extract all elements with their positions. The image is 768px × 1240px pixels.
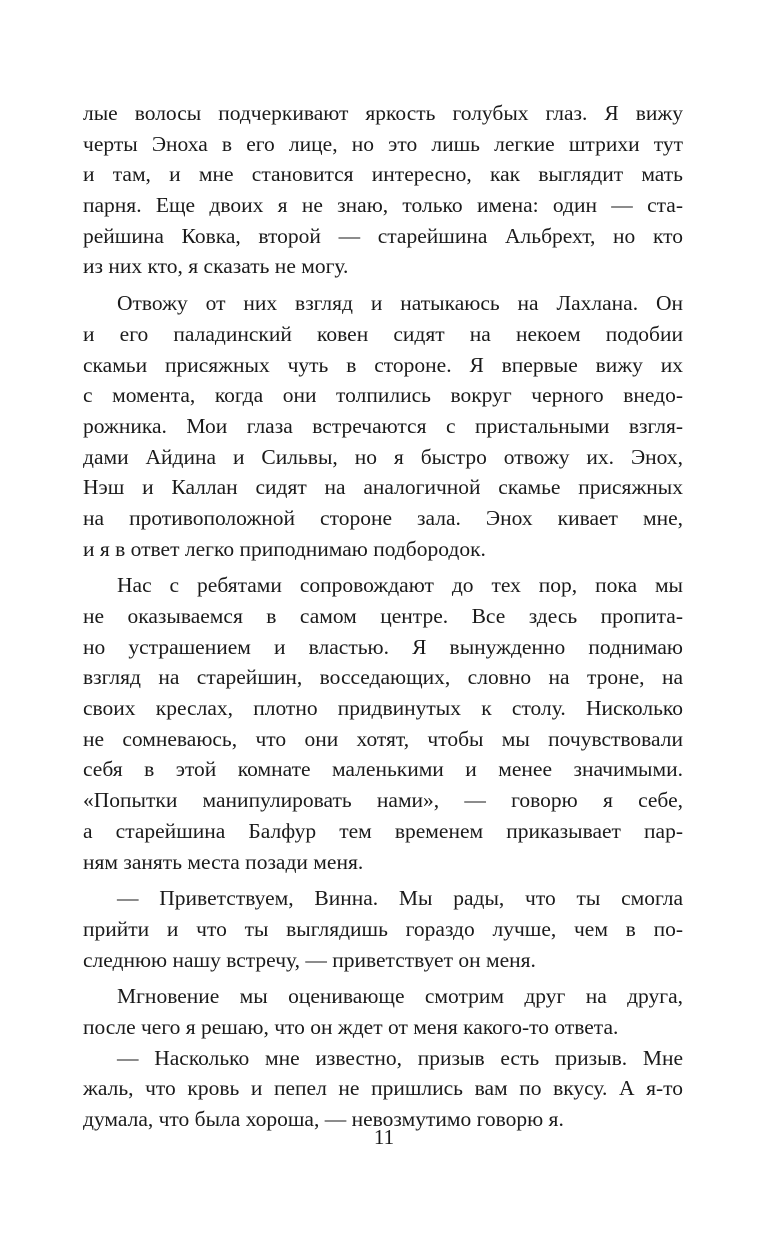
text-line: «Попытки манипулировать нами», — говорю я себе, [83, 788, 683, 813]
text-line: Мгновение мы оценивающе смотрим друг на друга, [117, 984, 683, 1009]
paragraph [83, 98, 683, 282]
text-line: ням занять места позади меня. [83, 849, 364, 874]
page-number: 11 [373, 1125, 395, 1149]
text-line: с момента, когда они толпились вокруг черного внедо- [83, 383, 683, 408]
text-line: своих креслах, плотно придвинутых к столу. Нисколько [83, 696, 683, 721]
text-line: взгляд на старейшин, восседающих, словно на троне, на [83, 665, 683, 690]
text-line: рожника. Мои глаза встречаются с пристальными взгля- [83, 413, 683, 438]
text-line: после чего я решаю, что он ждет от меня какого-то ответа. [83, 1014, 619, 1039]
text-line: а старейшина Балфур тем временем приказывает пар- [83, 818, 683, 843]
text-line: не оказываемся в самом центре. Все здесь пропита- [83, 604, 683, 628]
text-line: прийти и что ты выглядишь гораздо лучше, чем в по- [83, 916, 683, 941]
text-line: и его паладинский ковен сидят на некоем подобии [83, 321, 683, 346]
text-line: рейшина Ковка, второй — старейшина Альбрехт, но кто [83, 223, 683, 248]
paragraph [83, 981, 683, 1042]
text-line: на противоположной стороне зала. Энох кивает мне, [83, 505, 683, 530]
text-line: — Приветствуем, Винна. Мы рады, что ты смогла [117, 886, 683, 911]
text-line: не сомневаюсь, что они хотят, чтобы мы почувствовали [83, 726, 683, 751]
text-line: Отвожу от них взгляд и натыкаюсь на Лахлана. Он [117, 291, 683, 316]
text-line: парня. Еще двоих я не знаю, только имена: один — ста- [83, 193, 683, 218]
text-line: — Насколько мне известно, призыв есть призыв. Мне [117, 1045, 683, 1070]
text-line: и там, и мне становится интересно, как выглядит мать [83, 162, 683, 187]
text-line: Нас с ребятами сопровождают до тех пор, пока мы [117, 573, 683, 598]
text-line: скамьи присяжных чуть в стороне. Я впервые вижу их [83, 352, 683, 377]
text-line: дами Айдина и Сильвы, но я быстро отвожу их. Энох, [83, 444, 683, 469]
text-line: и я в ответ легко приподнимаю подбородок. [83, 536, 486, 561]
text-line: из них кто, я сказать не могу. [83, 254, 349, 279]
text-line: черты Эноха в его лице, но это лишь легкие штрихи тут [83, 131, 683, 156]
paragraph [83, 570, 683, 877]
paragraph [83, 1043, 683, 1135]
text-line: лые волосы подчеркивают яркость голубых глаз. Я вижу [83, 101, 683, 125]
paragraph [83, 883, 683, 975]
text-line: себя в этой комнате маленькими и менее значимыми. [83, 757, 683, 782]
text-line: следнюю нашу встречу, — приветствует он меня. [83, 947, 536, 972]
text-line: но устрашением и властью. Я вынужденно поднимаю [83, 634, 683, 659]
body-text [83, 98, 683, 1135]
text-line: Нэш и Каллан сидят на аналогичной скамье присяжных [83, 475, 683, 500]
text-line: думала, что была хороша, — невозмутимо говорю я. [83, 1107, 564, 1131]
paragraph [83, 288, 683, 564]
text-line: жаль, что кровь и пепел не пришлись вам по вкусу. А я-то [83, 1076, 683, 1101]
